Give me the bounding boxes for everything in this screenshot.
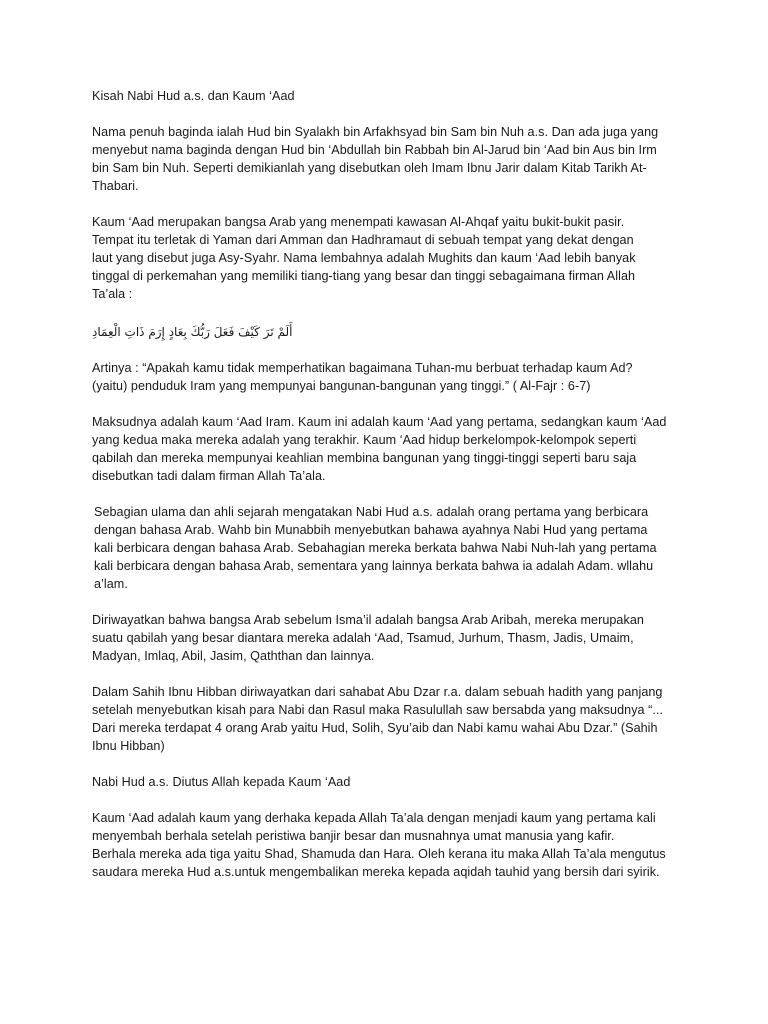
text-line: Thabari. <box>92 179 139 193</box>
text-line: disebutkan tadi dalam firman Allah Ta’ala. <box>92 469 326 483</box>
text-line: Maksudnya adalah kaum ‘Aad Iram. Kaum ini adalah kaum ‘Aad yang pertama, sedangkan kaum ‘Aad <box>92 415 667 429</box>
paragraph-arab-aribah <box>92 611 708 665</box>
text-line: Artinya : “Apakah kamu tidak memperhatikan bagaimana Tuhan-mu berbuat terhadap kaum Ad? <box>92 361 633 375</box>
text-line: laut yang disebut juga Asy-Syahr. Nama lembahnya adalah Mughits dan kaum ‘Aad lebih banyak <box>92 251 636 265</box>
section-subheading: Nabi Hud a.s. Diutus Allah kepada Kaum ‘Aad <box>92 775 351 789</box>
text-line: Madyan, Imlaq, Abil, Jasim, Qaththan dan lainnya. <box>92 649 375 663</box>
text-line: Diriwayatkan bahwa bangsa Arab sebelum Isma’il adalah bangsa Arab Aribah, mereka merupakan <box>92 613 644 627</box>
document-title: Kisah Nabi Hud a.s. dan Kaum ‘Aad <box>92 89 295 103</box>
text-line: bin Sam bin Nuh. Seperti demikianlah yang disebutkan oleh Imam Ibnu Jarir dalam Kitab Tarikh At- <box>92 161 647 175</box>
arabic-verse: أَلَمْ تَرَ كَيْفَ فَعَلَ رَبُّكَ بِعَادٍ إِرَمَ ذَاتِ الْعِمَادِ <box>92 325 293 339</box>
text-line: Ta’ala : <box>92 287 133 301</box>
text-line: tinggal di perkemahan yang memiliki tiang-tiang yang besar dan tinggi sebagaimana firman Allah <box>92 269 636 283</box>
paragraph-lineage <box>92 123 708 195</box>
paragraph-ahqaf <box>92 213 708 303</box>
text-line: Kaum ‘Aad adalah kaum yang derhaka kepada Allah Ta’ala dengan menjadi kaum yang pertama kali <box>92 811 656 825</box>
text-line: setelah menyebutkan kisah para Nabi dan Rasul maka Rasulullah saw bersabda yang maksudnya “... <box>92 703 664 717</box>
text-line: Ibnu Hibban) <box>92 739 165 753</box>
text-line: qabilah dan mereka mempunyai keahlian membina bangunan yang tinggi-tinggi seperti baru saja <box>92 451 637 465</box>
text-line: Dalam Sahih Ibnu Hibban diriwayatkan dari sahabat Abu Dzar r.a. dalam sebuah hadith yang panjang <box>92 685 663 699</box>
paragraph-ibnu-hibban <box>92 683 708 755</box>
text-line: (yaitu) penduduk Iram yang mempunyai bangunan-bangunan yang tinggi.” ( Al-Fajr : 6-7) <box>92 379 591 393</box>
paragraph-arabic-language <box>92 503 708 593</box>
text-line: dengan bahasa Arab. Wahb bin Munabbih menyebutkan bahawa ayahnya Nabi Hud yang pertama <box>94 523 648 537</box>
text-line: a’lam. <box>94 577 128 591</box>
text-line: Kaum ‘Aad merupakan bangsa Arab yang menempati kawasan Al-Ahqaf yaitu bukit-bukit pasir. <box>92 215 625 229</box>
text-line: kali berbicara dengan bahasa Arab, sementara yang lainnya berkata bahwa ia adalah Adam. wllahu <box>94 559 654 573</box>
text-line: Nama penuh baginda ialah Hud bin Syalakh bin Arfakhsyad bin Sam bin Nuh a.s. Dan ada juga yang <box>92 125 659 139</box>
text-line: kali berbicara dengan bahasa Arab. Sebahagian mereka berkata bahwa Nabi Nuh-lah yang pertama <box>94 541 657 555</box>
text-line: menyembah berhala setelah peristiwa banjir besar dan musnahnya umat manusia yang kafir. <box>92 829 615 843</box>
text-line: suatu qabilah yang besar diantara mereka adalah ‘Aad, Tsamud, Jurhum, Thasm, Jadis, Umaim, <box>92 631 634 645</box>
text-line: Dari mereka terdapat 4 orang Arab yaitu Hud, Solih, Syu’aib dan Nabi kamu wahai Abu Dzar.” (Sahih <box>92 721 658 735</box>
text-line: yang kedua maka mereka adalah yang terakhir. Kaum ‘Aad hidup berkelompok-kelompok seperti <box>92 433 637 447</box>
text-line: menyebut nama baginda dengan Hud bin ‘Abdullah bin Rabbah bin Al-Jarud bin ‘Aad bin Aus bin Irm <box>92 143 657 157</box>
paragraph-derhaka <box>92 809 708 881</box>
paragraph-translation <box>92 359 708 395</box>
text-line: Tempat itu terletak di Yaman dari Amman dan Hadhramaut di sebuah tempat yang dekat dengan <box>92 233 634 247</box>
text-line: Sebagian ulama dan ahli sejarah mengatakan Nabi Hud a.s. adalah orang pertama yang berbicara <box>94 505 649 519</box>
paragraph-aad-iram <box>92 413 708 485</box>
text-line: Berhala mereka ada tiga yaitu Shad, Shamuda dan Hara. Oleh kerana itu maka Allah Ta’ala mengutus <box>92 847 666 861</box>
text-line: saudara mereka Hud a.s.untuk mengembalikan mereka kepada aqidah tauhid yang bersih dari syirik. <box>92 865 660 879</box>
